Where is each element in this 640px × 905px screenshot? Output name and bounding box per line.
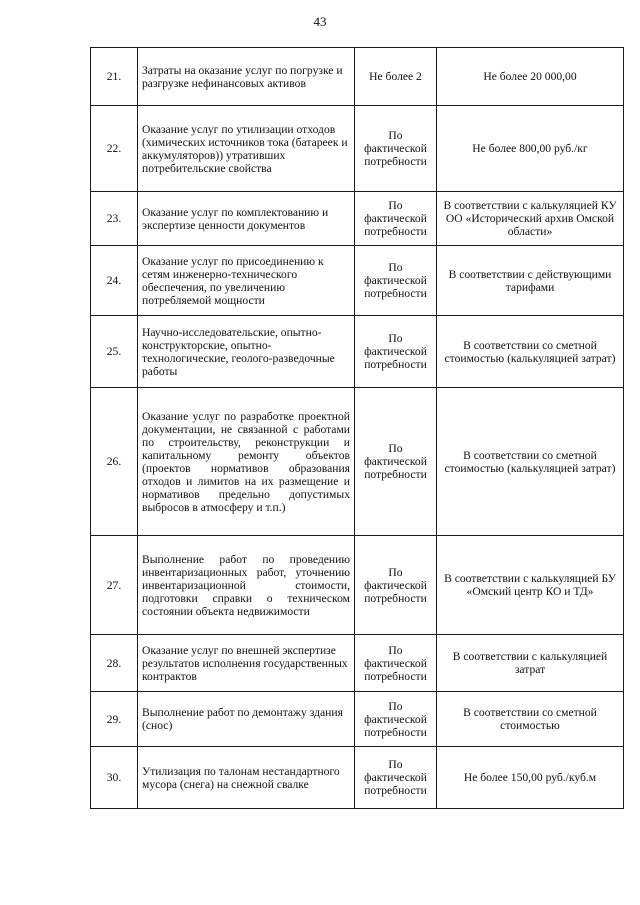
table-row <box>91 48 624 106</box>
row-price: Не более 150,00 руб./куб.м <box>437 747 624 809</box>
row-price: В соответствии с калькуляцией затрат <box>437 635 624 692</box>
row-number: 29. <box>91 692 138 747</box>
costs-table-wrapper <box>90 47 617 809</box>
table-row <box>91 192 624 246</box>
row-price: В соответствии со сметной стоимостью <box>437 692 624 747</box>
row-name: Оказание услуг по комплектованию и экспертизе ценности документов <box>138 192 355 246</box>
row-number: 24. <box>91 246 138 316</box>
row-name: Оказание услуг по присоединению к сетям инженерно-технического обеспечения, по увеличению потребляемой мощности <box>138 246 355 316</box>
row-quantity: По фактической потребности <box>355 536 437 635</box>
row-price: Не более 800,00 руб./кг <box>437 106 624 192</box>
row-price: Не более 20 000,00 <box>437 48 624 106</box>
table-row <box>91 635 624 692</box>
row-number: 21. <box>91 48 138 106</box>
row-quantity: По фактической потребности <box>355 692 437 747</box>
row-price: В соответствии со сметной стоимостью (калькуляцией затрат) <box>437 316 624 388</box>
row-name: Оказание услуг по внешней экспертизе результатов исполнения государственных контрактов <box>138 635 355 692</box>
row-number: 27. <box>91 536 138 635</box>
row-price: В соответствии с калькуляцией БУ «Омский центр КО и ТД» <box>437 536 624 635</box>
row-number: 28. <box>91 635 138 692</box>
row-name: Затраты на оказание услуг по погрузке и разгрузке нефинансовых активов <box>138 48 355 106</box>
row-price: В соответствии с действующими тарифами <box>437 246 624 316</box>
row-price: В соответствии с калькуляцией КУ ОО «Исторический архив Омской области» <box>437 192 624 246</box>
table-row <box>91 316 624 388</box>
row-quantity: По фактической потребности <box>355 388 437 536</box>
table-row <box>91 536 624 635</box>
row-number: 23. <box>91 192 138 246</box>
table-row <box>91 747 624 809</box>
table-row <box>91 692 624 747</box>
row-name: Оказание услуг по утилизации отходов (химических источников тока (батареек и аккумуляторов)) утративших потребительские свойства <box>138 106 355 192</box>
row-number: 30. <box>91 747 138 809</box>
row-name: Выполнение работ по проведению инвентаризационных работ, уточнению инвентаризационной стоимости, подготовки справки о техническом состоянии объекта недвижимости <box>138 536 355 635</box>
page-number: 43 <box>313 14 327 29</box>
row-quantity: Не более 2 <box>355 48 437 106</box>
row-quantity: По фактической потребности <box>355 192 437 246</box>
row-quantity: По фактической потребности <box>355 635 437 692</box>
row-quantity: По фактической потребности <box>355 106 437 192</box>
row-number: 22. <box>91 106 138 192</box>
row-quantity: По фактической потребности <box>355 246 437 316</box>
row-price: В соответствии со сметной стоимостью (калькуляцией затрат) <box>437 388 624 536</box>
table-row <box>91 106 624 192</box>
row-number: 26. <box>91 388 138 536</box>
row-name: Утилизация по талонам нестандартного мусора (снега) на снежной свалке <box>138 747 355 809</box>
row-name: Оказание услуг по разработке проектной документации, не связанной с работами по строительству, реконструкции и капитальному ремонту объектов (проектов нормативов образования отходов и лимитов на их размещение и нормативов предельно допустимых выбросов в атмосферу и т.п.) <box>138 388 355 536</box>
row-name: Научно-исследовательские, опытно-конструкторские, опытно-технологические, геолого-разведочные работы <box>138 316 355 388</box>
row-name: Выполнение работ по демонтажу здания (снос) <box>138 692 355 747</box>
row-quantity: По фактической потребности <box>355 747 437 809</box>
costs-table <box>90 47 624 809</box>
row-number: 25. <box>91 316 138 388</box>
table-row <box>91 246 624 316</box>
table-row <box>91 388 624 536</box>
row-quantity: По фактической потребности <box>355 316 437 388</box>
